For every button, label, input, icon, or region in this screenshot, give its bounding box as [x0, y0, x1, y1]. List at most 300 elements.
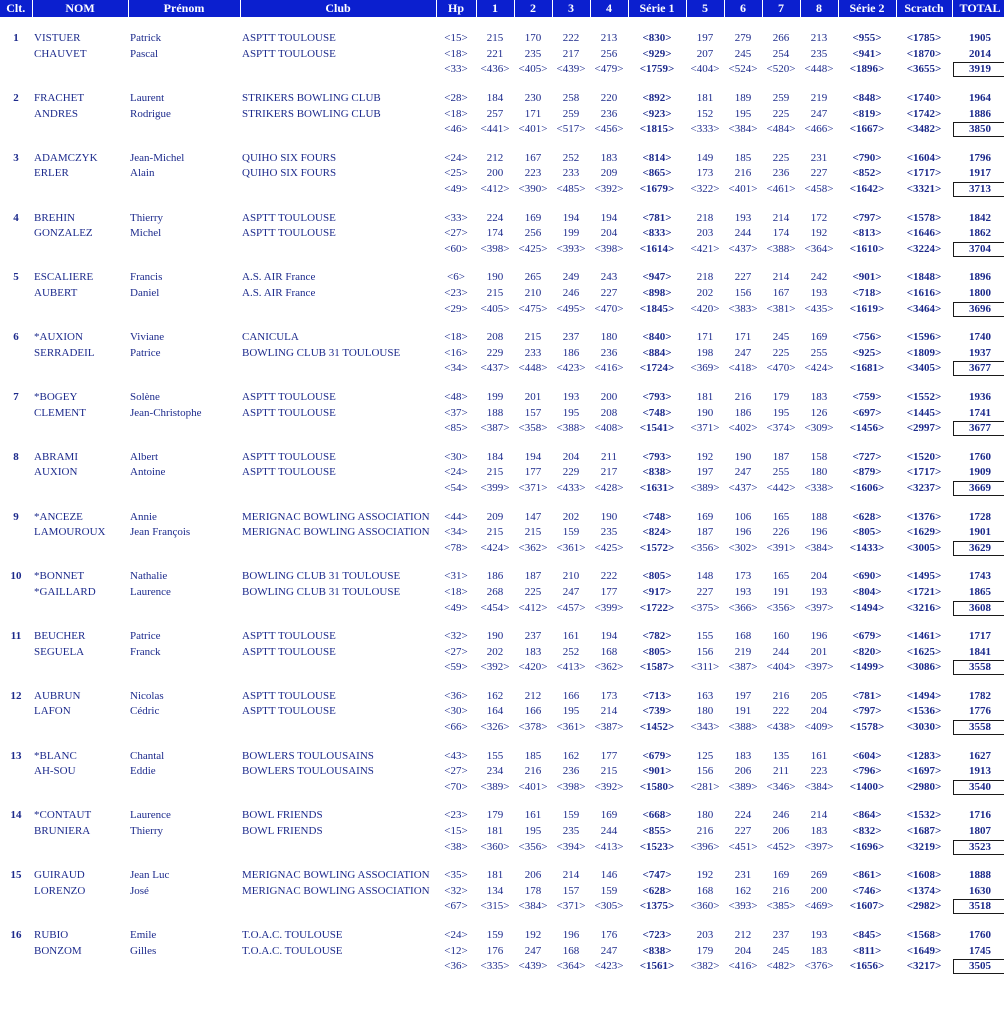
player-game: 233: [562, 167, 580, 180]
team-sum-game: <389>: [480, 780, 510, 793]
player-game: 199: [562, 227, 580, 240]
team-sum-row: [0, 839, 1004, 855]
team-sum-empty: [128, 301, 240, 317]
player-nom: ANDRES: [34, 107, 79, 120]
player-hp: <23>: [444, 809, 468, 822]
team-sum-serie-1: <1722>: [639, 601, 675, 614]
player-total: 1862: [969, 227, 991, 240]
player-game: 216: [734, 167, 752, 180]
team-rank: 10: [10, 570, 22, 583]
player-hp: <6>: [447, 271, 465, 284]
team-sum-game: <484>: [766, 123, 796, 136]
player-game: 252: [562, 645, 580, 658]
player-serie-2: <804>: [852, 585, 882, 598]
player-serie-2: <955>: [852, 32, 882, 45]
player-serie-2: <820>: [852, 645, 882, 658]
player-prenom: Laurent: [130, 92, 165, 105]
header-game-6: 6: [724, 0, 762, 18]
player-game: 225: [772, 107, 790, 120]
team-sum-scratch: <3224>: [906, 242, 942, 255]
player-game: 212: [486, 151, 504, 164]
team-total-box: 3540: [953, 780, 1004, 795]
player-game: 217: [600, 466, 618, 479]
team-sum-game: <360>: [480, 840, 510, 853]
player-serie-2: <861>: [852, 869, 882, 882]
player-game: 247: [600, 944, 618, 957]
player-nom: BRUNIERA: [34, 825, 91, 838]
team-total: [952, 242, 1004, 258]
player-game: 180: [600, 331, 618, 344]
team-sum-empty: [128, 62, 240, 78]
header-game-1: 1: [476, 0, 514, 18]
player-nom: AUBERT: [34, 287, 78, 300]
player-game: 184: [486, 92, 504, 105]
player-game: 200: [486, 167, 504, 180]
team-sum-game: <466>: [804, 123, 834, 136]
team-rank: [0, 943, 32, 959]
player-total: 1865: [969, 585, 991, 598]
player-nom: AUXION: [34, 466, 78, 479]
team-rank: 7: [13, 390, 19, 403]
player-game: 193: [810, 287, 828, 300]
team-sum-row: [0, 361, 1004, 377]
team-sum-empty: [0, 122, 32, 138]
player-game: 194: [562, 211, 580, 224]
team-sum-game: <425>: [594, 541, 624, 554]
team-rank: [0, 166, 32, 182]
player-serie-2: <679>: [852, 630, 882, 643]
team-sum-game: <346>: [766, 780, 796, 793]
player-hp: <25>: [444, 167, 468, 180]
player-club: QUIHO SIX FOURS: [242, 167, 337, 180]
player-game: 214: [772, 271, 790, 284]
player-row: [0, 704, 1004, 720]
team-sum-serie-1: <1561>: [639, 960, 675, 973]
player-row: [0, 47, 1004, 63]
player-game: 214: [810, 809, 828, 822]
team-sum-empty: [240, 182, 436, 198]
player-row: [0, 166, 1004, 182]
team-sum-game: <387>: [594, 721, 624, 734]
player-row: [0, 808, 1004, 824]
player-serie-2: <796>: [852, 765, 882, 778]
player-club: ASPTT TOULOUSE: [242, 32, 336, 45]
player-serie-1: <805>: [642, 570, 672, 583]
player-prenom: Laurence: [130, 809, 171, 822]
player-game: 222: [600, 570, 618, 583]
team-sum-game: <387>: [728, 661, 758, 674]
team-sum-game: <322>: [690, 183, 720, 196]
player-hp: <18>: [444, 47, 468, 60]
player-serie-2: <848>: [852, 92, 882, 105]
team-total: [952, 959, 1004, 975]
player-game: 225: [524, 585, 542, 598]
team-sum-game: <392>: [594, 183, 624, 196]
team-sum-serie-2: <1656>: [849, 960, 885, 973]
team-total: [952, 600, 1004, 616]
team-sum-hp: <85>: [444, 422, 468, 435]
team-sum-game: <433>: [556, 481, 586, 494]
player-game: 184: [486, 450, 504, 463]
team-spacer: [0, 197, 1004, 210]
player-game: 215: [524, 331, 542, 344]
player-game: 196: [810, 526, 828, 539]
team-spacer: [0, 436, 1004, 449]
player-game: 208: [486, 331, 504, 344]
team-rank: 4: [13, 211, 19, 224]
player-serie-1: <805>: [642, 645, 672, 658]
player-game: 256: [600, 47, 618, 60]
team-sum-game: <423>: [594, 960, 624, 973]
player-scratch: <1717>: [906, 466, 942, 479]
team-sum-game: <520>: [766, 63, 796, 76]
team-sum-empty: [240, 242, 436, 258]
player-game: 204: [810, 570, 828, 583]
player-game: 194: [524, 450, 542, 463]
player-row: [0, 31, 1004, 47]
player-serie-1: <830>: [642, 32, 672, 45]
player-prenom: José: [130, 884, 149, 897]
team-sum-game: <423>: [556, 362, 586, 375]
team-sum-empty: [240, 899, 436, 915]
standings-body: [0, 18, 1004, 975]
player-game: 192: [524, 929, 542, 942]
team-sum-empty: [128, 600, 240, 616]
player-game: 211: [600, 450, 618, 463]
team-sum-empty: [128, 122, 240, 138]
player-game: 181: [486, 869, 504, 882]
team-sum-row: [0, 481, 1004, 497]
player-game: 247: [734, 466, 752, 479]
player-game: 208: [600, 406, 618, 419]
team-sum-scratch: <3216>: [906, 601, 942, 614]
team-rank: [0, 644, 32, 660]
team-sum-game: <470>: [766, 362, 796, 375]
team-sum-game: <421>: [690, 242, 720, 255]
team-sum-hp: <66>: [444, 721, 468, 734]
player-game: 179: [696, 944, 714, 957]
player-row: [0, 884, 1004, 900]
team-sum-game: <391>: [766, 541, 796, 554]
player-game: 255: [810, 346, 828, 359]
player-nom: FRACHET: [34, 92, 85, 105]
player-prenom: Rodrigue: [130, 107, 171, 120]
team-sum-serie-2: <1619>: [849, 302, 885, 315]
player-game: 194: [600, 630, 618, 643]
player-serie-1: <865>: [642, 167, 672, 180]
player-game: 195: [772, 406, 790, 419]
player-game: 177: [600, 749, 618, 762]
team-sum-game: <384>: [728, 123, 758, 136]
team-sum-game: <384>: [518, 900, 548, 913]
player-serie-2: <879>: [852, 466, 882, 479]
player-game: 210: [524, 287, 542, 300]
team-rank: [0, 405, 32, 421]
team-sum-game: <397>: [804, 601, 834, 614]
player-game: 134: [486, 884, 504, 897]
player-club: BOWLING CLUB 31 TOULOUSE: [242, 346, 401, 359]
player-game: 243: [600, 271, 618, 284]
player-game: 165: [772, 510, 790, 523]
team-sum-game: <385>: [766, 900, 796, 913]
team-sum-row: [0, 242, 1004, 258]
player-nom: ADAMCZYK: [34, 151, 98, 164]
team-sum-hp: <60>: [444, 242, 468, 255]
player-scratch: <1461>: [906, 630, 942, 643]
team-sum-row: [0, 959, 1004, 975]
player-game: 183: [600, 151, 618, 164]
player-game: 171: [696, 331, 714, 344]
player-hp: <15>: [444, 825, 468, 838]
team-total: [952, 62, 1004, 78]
player-game: 179: [772, 390, 790, 403]
team-rank: [0, 286, 32, 302]
player-game: 246: [562, 287, 580, 300]
player-total: 1760: [969, 450, 991, 463]
team-total-box: 3669: [953, 481, 1004, 496]
player-scratch: <1536>: [906, 705, 942, 718]
player-game: 179: [486, 809, 504, 822]
player-serie-1: <723>: [642, 929, 672, 942]
player-game: 237: [772, 929, 790, 942]
team-sum-game: <401>: [728, 183, 758, 196]
player-scratch: <1740>: [906, 92, 942, 105]
player-game: 218: [696, 271, 714, 284]
player-game: 171: [734, 331, 752, 344]
player-game: 216: [772, 689, 790, 702]
team-sum-scratch: <3086>: [906, 661, 942, 674]
team-sum-hp: <59>: [444, 661, 468, 674]
player-game: 203: [696, 227, 714, 240]
player-total: 1888: [969, 869, 991, 882]
team-sum-game: <416>: [728, 960, 758, 973]
player-row: [0, 764, 1004, 780]
team-rank: 6: [13, 331, 19, 344]
player-game: 227: [734, 825, 752, 838]
player-nom: CHAUVET: [34, 47, 87, 60]
player-nom: SERRADEIL: [34, 346, 95, 359]
team-sum-serie-2: <1896>: [849, 63, 885, 76]
team-sum-empty: [0, 780, 32, 796]
player-row: [0, 629, 1004, 645]
player-game: 266: [772, 32, 790, 45]
team-sum-game: <416>: [594, 362, 624, 375]
team-sum-scratch: <3655>: [906, 63, 942, 76]
team-sum-game: <424>: [804, 362, 834, 375]
player-serie-1: <748>: [642, 406, 672, 419]
player-serie-1: <793>: [642, 450, 672, 463]
player-prenom: Eddie: [130, 765, 156, 778]
player-nom: RUBIO: [34, 929, 69, 942]
player-game: 169: [810, 331, 828, 344]
player-game: 210: [562, 570, 580, 583]
player-scratch: <1532>: [906, 809, 942, 822]
team-sum-game: <401>: [518, 123, 548, 136]
player-serie-1: <713>: [642, 689, 672, 702]
team-sum-game: <425>: [518, 242, 548, 255]
player-game: 167: [524, 151, 542, 164]
team-rank: [0, 106, 32, 122]
player-serie-1: <892>: [642, 92, 672, 105]
player-game: 244: [600, 825, 618, 838]
player-total: 1917: [969, 167, 991, 180]
player-hp: <36>: [444, 689, 468, 702]
player-game: 183: [524, 645, 542, 658]
player-game: 247: [810, 107, 828, 120]
player-game: 226: [772, 526, 790, 539]
player-game: 159: [562, 526, 580, 539]
player-nom: LAFON: [34, 705, 71, 718]
team-total: [952, 720, 1004, 736]
team-sum-hp: <34>: [444, 362, 468, 375]
team-rank: 5: [13, 271, 19, 284]
player-serie-2: <756>: [852, 331, 882, 344]
team-sum-empty: [240, 720, 436, 736]
player-game: 252: [562, 151, 580, 164]
player-game: 173: [734, 570, 752, 583]
player-serie-2: <832>: [852, 825, 882, 838]
team-sum-game: <281>: [690, 780, 720, 793]
player-game: 224: [486, 211, 504, 224]
player-serie-2: <864>: [852, 809, 882, 822]
player-game: 199: [486, 390, 504, 403]
player-prenom: Franck: [130, 645, 161, 658]
player-game: 237: [524, 630, 542, 643]
team-sum-serie-1: <1614>: [639, 242, 675, 255]
team-sum-game: <524>: [728, 63, 758, 76]
team-sum-row: [0, 660, 1004, 676]
team-sum-empty: [0, 839, 32, 855]
team-sum-game: <361>: [556, 541, 586, 554]
team-sum-game: <413>: [594, 840, 624, 853]
player-game: 204: [562, 450, 580, 463]
player-game: 234: [486, 765, 504, 778]
team-sum-game: <356>: [766, 601, 796, 614]
player-game: 213: [810, 32, 828, 45]
team-rank: 12: [10, 689, 22, 702]
team-rank: 13: [10, 749, 22, 762]
player-game: 177: [524, 466, 542, 479]
team-sum-serie-1: <1375>: [639, 900, 675, 913]
team-sum-game: <448>: [804, 63, 834, 76]
player-nom: AH-SOU: [34, 765, 76, 778]
player-game: 156: [734, 287, 752, 300]
player-prenom: Francis: [130, 271, 163, 284]
player-game: 146: [600, 869, 618, 882]
player-club: MERIGNAC BOWLING ASSOCIATION: [242, 526, 430, 539]
player-game: 200: [600, 390, 618, 403]
player-club: ASPTT TOULOUSE: [242, 645, 336, 658]
team-rank: [0, 465, 32, 481]
team-sum-serie-2: <1578>: [849, 721, 885, 734]
team-sum-serie-1: <1580>: [639, 780, 675, 793]
player-game: 215: [486, 32, 504, 45]
player-total: 1937: [969, 346, 991, 359]
team-total-box: 3850: [953, 122, 1004, 137]
player-game: 168: [696, 884, 714, 897]
player-game: 206: [772, 825, 790, 838]
player-game: 156: [696, 645, 714, 658]
team-sum-game: <389>: [690, 481, 720, 494]
player-game: 177: [600, 585, 618, 598]
team-sum-game: <420>: [690, 302, 720, 315]
header-game-2: 2: [514, 0, 552, 18]
player-total: 1936: [969, 390, 991, 403]
player-game: 180: [696, 809, 714, 822]
player-row: [0, 689, 1004, 705]
player-game: 158: [810, 450, 828, 463]
player-game: 166: [562, 689, 580, 702]
team-sum-game: <384>: [804, 780, 834, 793]
player-serie-1: <838>: [642, 466, 672, 479]
player-game: 168: [600, 645, 618, 658]
player-prenom: Patrice: [130, 630, 161, 643]
player-game: 256: [524, 227, 542, 240]
team-total-box: 3608: [953, 601, 1004, 616]
team-sum-game: <382>: [690, 960, 720, 973]
team-sum-empty: [0, 301, 32, 317]
player-serie-1: <824>: [642, 526, 672, 539]
team-sum-empty: [128, 839, 240, 855]
player-serie-2: <727>: [852, 450, 882, 463]
team-total-box: 3919: [953, 62, 1004, 77]
team-sum-empty: [32, 361, 128, 377]
player-prenom: Laurence: [130, 585, 171, 598]
player-total: 1716: [969, 809, 991, 822]
player-game: 125: [696, 749, 714, 762]
player-game: 167: [772, 287, 790, 300]
player-total: 1717: [969, 630, 991, 643]
player-game: 190: [486, 630, 504, 643]
team-sum-serie-2: <1681>: [849, 362, 885, 375]
team-sum-game: <356>: [690, 541, 720, 554]
player-game: 189: [734, 92, 752, 105]
team-sum-serie-1: <1845>: [639, 302, 675, 315]
player-game: 242: [810, 271, 828, 284]
player-total: 1740: [969, 331, 991, 344]
player-nom: BONZOM: [34, 944, 82, 957]
player-game: 217: [562, 47, 580, 60]
player-prenom: Gilles: [130, 944, 157, 957]
team-sum-empty: [128, 481, 240, 497]
team-sum-game: <397>: [804, 840, 834, 853]
player-game: 213: [600, 32, 618, 45]
player-nom: BREHIN: [34, 211, 75, 224]
player-game: 216: [772, 884, 790, 897]
team-sum-empty: [0, 182, 32, 198]
player-game: 202: [562, 510, 580, 523]
player-row: [0, 644, 1004, 660]
player-scratch: <1809>: [906, 346, 942, 359]
player-hp: <24>: [444, 466, 468, 479]
player-game: 194: [600, 211, 618, 224]
team-sum-empty: [0, 540, 32, 556]
team-sum-game: <305>: [594, 900, 624, 913]
player-game: 205: [810, 689, 828, 702]
player-row: [0, 286, 1004, 302]
player-serie-2: <604>: [852, 749, 882, 762]
player-prenom: Alain: [130, 167, 155, 180]
team-spacer: [0, 138, 1004, 151]
team-sum-game: <517>: [556, 123, 586, 136]
team-sum-scratch: <2980>: [906, 780, 942, 793]
player-prenom: Antoine: [130, 466, 166, 479]
team-sum-hp: <29>: [444, 302, 468, 315]
player-nom: GONZALEZ: [34, 227, 93, 240]
team-sum-empty: [240, 301, 436, 317]
player-hp: <37>: [444, 406, 468, 419]
header-prenom: Prénom: [128, 0, 240, 18]
